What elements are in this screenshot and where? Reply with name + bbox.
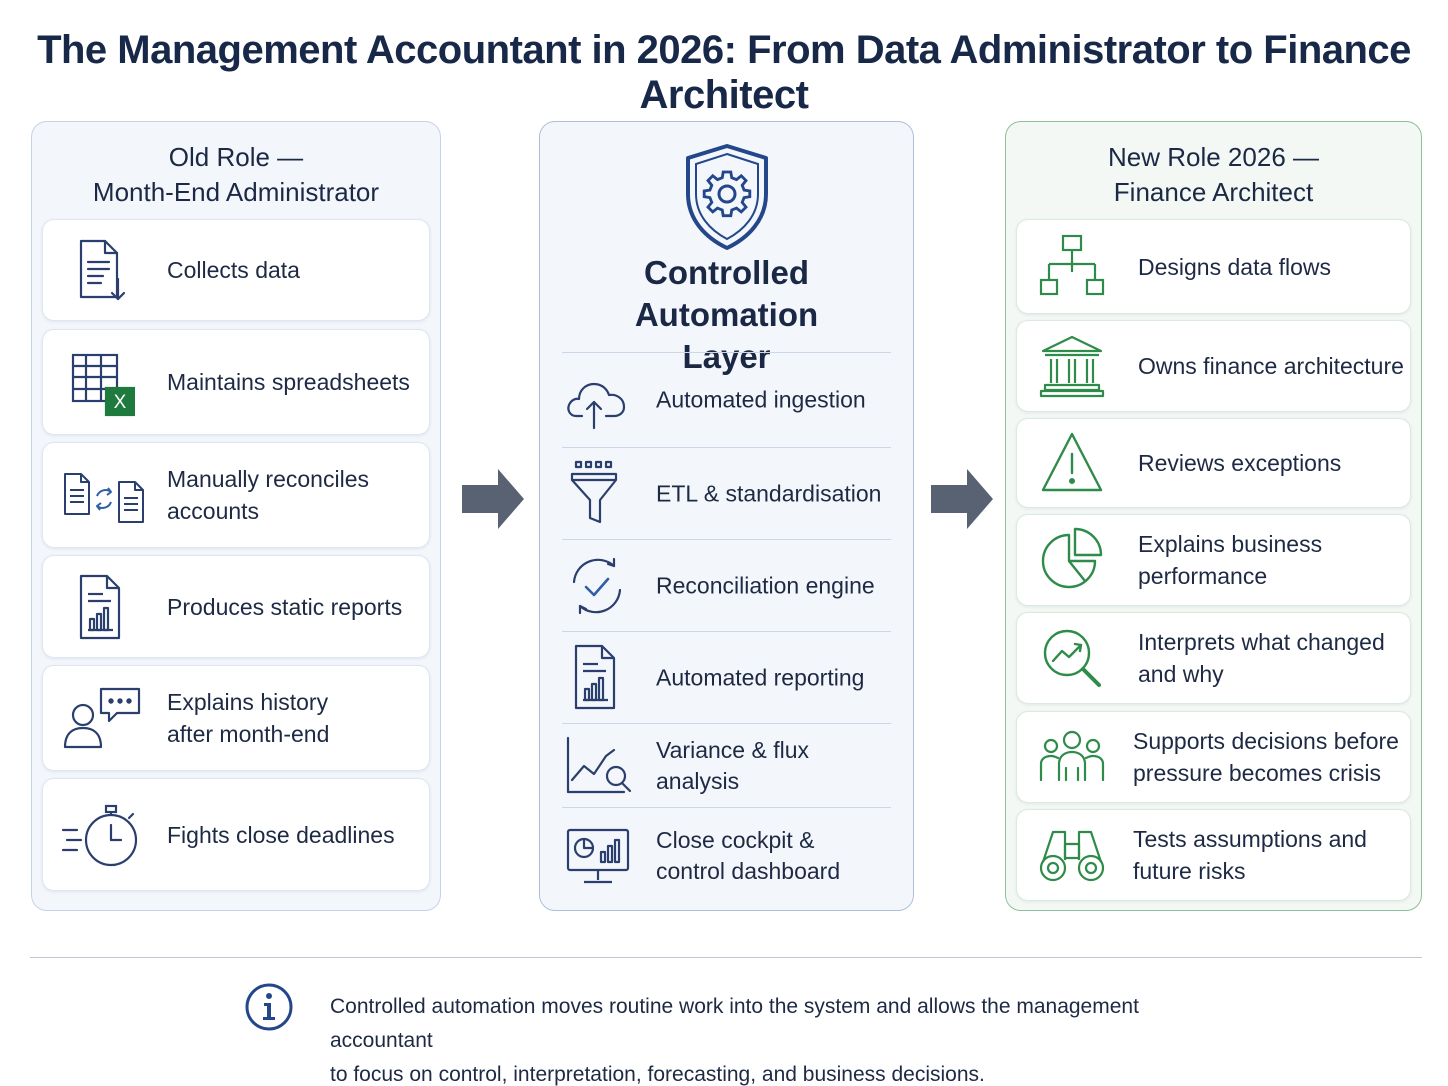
automation-item-label: Reconciliation engine: [656, 572, 875, 598]
shield-gear-icon: [682, 142, 772, 252]
new-role-item-label: Explains business performance: [1138, 531, 1323, 589]
new-role-item-label: Supports decisions before pressure becomes crisis: [1133, 728, 1399, 786]
old-role-item: [42, 219, 430, 321]
right-arrow-icon: [929, 467, 993, 531]
new-role-item-label: Tests assumptions and future risks: [1133, 826, 1367, 884]
svg-text:X: X: [113, 392, 127, 413]
info-icon: [244, 982, 294, 1032]
automation-item: [562, 631, 891, 723]
new-role-item: [1016, 219, 1411, 314]
stopwatch-icon: [59, 800, 149, 870]
bank-building-icon: [1037, 331, 1107, 401]
new-role-heading: [1006, 140, 1421, 210]
old-role-heading: [32, 140, 440, 210]
new-role-item: [1016, 514, 1411, 606]
old-role-item-label: Fights close deadlines: [167, 821, 395, 848]
old-role-item-label: Collects data: [167, 257, 300, 283]
automation-item: [562, 807, 891, 904]
right-arrow-icon: [460, 467, 524, 531]
old-role-item: [42, 442, 430, 548]
old-role-item: [42, 329, 430, 435]
automation-layer-heading: Controlled Automation Layer: [634, 254, 819, 375]
automation-item-label: Close cockpit & control dashboard: [656, 827, 841, 884]
old-role-heading-line2: Month-End Administrator: [92, 177, 380, 207]
new-role-panel: [1005, 121, 1422, 911]
old-role-heading-line1: Old Role —: [168, 142, 304, 172]
automation-layer-panel: [539, 121, 914, 911]
automation-item-label: Automated ingestion: [656, 386, 866, 413]
monitor-dashboard-icon: [564, 822, 632, 890]
warning-triangle-icon: [1037, 428, 1107, 498]
new-role-heading-line2: Finance Architect: [1113, 177, 1314, 207]
new-role-item-label: Designs data flows: [1138, 253, 1332, 280]
report-chart-icon: [65, 572, 135, 642]
page-title: The Management Accountant in 2026: From Data Administrator to Finance Architect: [37, 28, 1411, 117]
person-speech-icon: [59, 683, 149, 753]
automation-item-label: Automated reporting: [656, 664, 865, 690]
cloud-upload-icon: [564, 366, 632, 434]
new-role-item-label: Owns finance architecture: [1138, 353, 1404, 379]
new-role-item-label: Interprets what changed and why: [1138, 629, 1385, 687]
binoculars-icon: [1037, 820, 1107, 890]
footer-line1: Controlled automation moves routine work into the system and allows the management accountant: [330, 995, 1139, 1052]
new-role-item: [1016, 320, 1411, 412]
old-role-item: [42, 778, 430, 891]
automation-item: [562, 352, 891, 447]
automation-item: [562, 447, 891, 539]
old-role-item: [42, 555, 430, 658]
new-role-heading-line1: New Role 2026 —: [1108, 142, 1319, 172]
footer-note: [330, 990, 1230, 1086]
people-group-icon: [1037, 722, 1107, 792]
old-role-item-label: Manually reconciles accounts: [167, 466, 369, 524]
automation-item: [562, 539, 891, 631]
funnel-icon: [564, 460, 632, 528]
cycle-check-icon: [564, 552, 632, 620]
spreadsheet-excel-icon: [65, 347, 135, 417]
new-role-item-label: Reviews exceptions: [1138, 450, 1342, 476]
footer-line2: to focus on control, interpretation, forecasting, and business decisions.: [330, 1063, 985, 1086]
new-role-item: [1016, 711, 1411, 803]
old-role-item-label: Maintains spreadsheets: [167, 369, 410, 395]
automation-item: [562, 723, 891, 807]
new-role-item: [1016, 418, 1411, 508]
new-role-item: [1016, 809, 1411, 901]
old-role-item-label: Explains history after month-end: [167, 689, 330, 747]
document-download-icon: [65, 235, 135, 305]
trend-magnifier-icon: [1037, 623, 1107, 693]
footer-divider: [30, 957, 1422, 958]
new-role-item: [1016, 612, 1411, 704]
old-role-item: [42, 665, 430, 771]
automation-item-label: Variance & flux analysis: [656, 736, 809, 794]
old-role-item-label: Produces static reports: [167, 593, 403, 620]
old-role-panel: [31, 121, 441, 911]
automation-item-label: ETL & standardisation: [656, 480, 882, 506]
reconcile-documents-icon: [59, 460, 149, 530]
report-chart-icon: [564, 644, 632, 712]
pie-chart-icon: [1037, 525, 1107, 595]
hierarchy-icon: [1037, 232, 1107, 302]
line-chart-magnifier-icon: [564, 732, 632, 800]
